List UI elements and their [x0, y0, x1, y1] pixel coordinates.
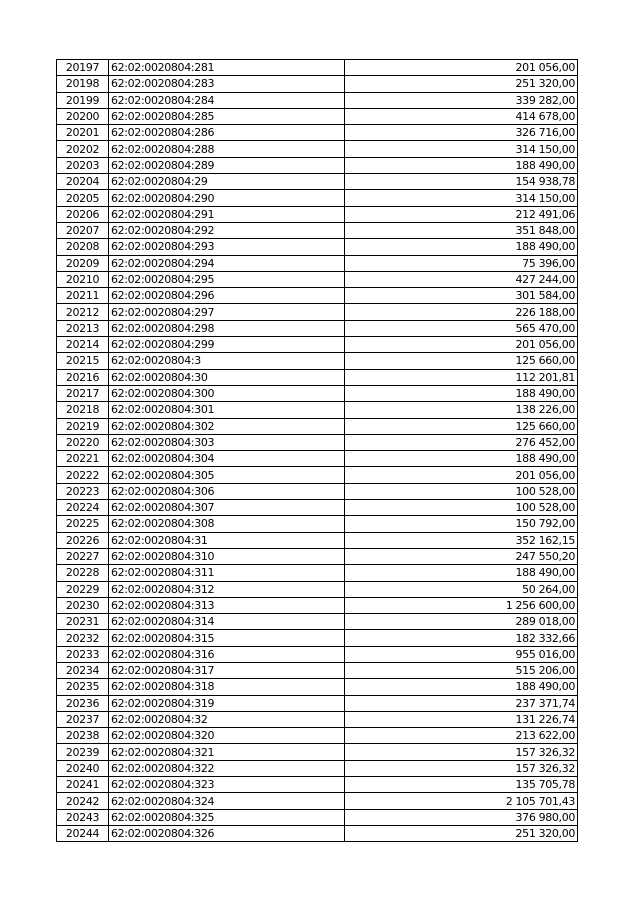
row-number-cell: 20218 [57, 402, 109, 418]
table-row [57, 60, 578, 76]
row-number-cell: 20236 [57, 695, 109, 711]
row-number-cell: 20207 [57, 222, 109, 238]
row-number-cell: 20212 [57, 304, 109, 320]
cadastral-value-cell: 515 206,00 [345, 662, 578, 678]
cadastral-value-cell: 237 371,74 [345, 695, 578, 711]
cadastral-value-cell: 131 226,74 [345, 711, 578, 727]
cadastral-value-cell: 251 320,00 [345, 76, 578, 92]
cadastral-value-cell: 188 490,00 [345, 157, 578, 173]
cadastral-value-cell: 326 716,00 [345, 125, 578, 141]
row-number-cell: 20230 [57, 597, 109, 613]
row-number-cell: 20198 [57, 76, 109, 92]
cadastral-value-cell: 427 244,00 [345, 271, 578, 287]
cadastral-value-cell: 212 491,06 [345, 206, 578, 222]
cadastral-value-cell: 314 150,00 [345, 190, 578, 206]
table-row [57, 337, 578, 353]
table-row [57, 222, 578, 238]
cadastral-number-cell: 62:02:0020804:295 [109, 271, 345, 287]
cadastral-value-cell: 276 452,00 [345, 434, 578, 450]
cadastral-value-cell: 154 938,78 [345, 174, 578, 190]
cadastral-number-cell: 62:02:0020804:291 [109, 206, 345, 222]
row-number-cell: 20223 [57, 483, 109, 499]
cadastral-number-cell: 62:02:0020804:281 [109, 60, 345, 76]
table-row [57, 174, 578, 190]
cadastral-value-cell: 565 470,00 [345, 320, 578, 336]
table-row [57, 206, 578, 222]
table-row [57, 711, 578, 727]
cadastral-number-cell: 62:02:0020804:325 [109, 809, 345, 825]
cadastral-number-cell: 62:02:0020804:306 [109, 483, 345, 499]
cadastral-value-cell: 1 256 600,00 [345, 597, 578, 613]
row-number-cell: 20231 [57, 614, 109, 630]
table-row [57, 646, 578, 662]
cadastral-value-cell: 414 678,00 [345, 108, 578, 124]
cadastral-number-cell: 62:02:0020804:318 [109, 679, 345, 695]
table-row [57, 532, 578, 548]
row-number-cell: 20219 [57, 418, 109, 434]
table-row [57, 581, 578, 597]
row-number-cell: 20202 [57, 141, 109, 157]
table-row [57, 825, 578, 841]
cadastral-value-cell: 112 201,81 [345, 369, 578, 385]
row-number-cell: 20220 [57, 434, 109, 450]
cadastral-number-cell: 62:02:0020804:288 [109, 141, 345, 157]
cadastral-number-cell: 62:02:0020804:314 [109, 614, 345, 630]
table-row [57, 451, 578, 467]
table-row [57, 467, 578, 483]
cadastral-value-cell: 150 792,00 [345, 516, 578, 532]
cadastral-number-cell: 62:02:0020804:293 [109, 239, 345, 255]
row-number-cell: 20229 [57, 581, 109, 597]
table-row [57, 777, 578, 793]
row-number-cell: 20222 [57, 467, 109, 483]
cadastral-number-cell: 62:02:0020804:303 [109, 434, 345, 450]
row-number-cell: 20243 [57, 809, 109, 825]
table-row [57, 320, 578, 336]
row-number-cell: 20215 [57, 353, 109, 369]
cadastral-number-cell: 62:02:0020804:284 [109, 92, 345, 108]
row-number-cell: 20201 [57, 125, 109, 141]
cadastral-number-cell: 62:02:0020804:296 [109, 288, 345, 304]
table-row [57, 630, 578, 646]
cadastral-value-cell: 75 396,00 [345, 255, 578, 271]
cadastral-value-cell: 955 016,00 [345, 646, 578, 662]
cadastral-number-cell: 62:02:0020804:311 [109, 565, 345, 581]
row-number-cell: 20227 [57, 548, 109, 564]
cadastral-number-cell: 62:02:0020804:301 [109, 402, 345, 418]
cadastral-number-cell: 62:02:0020804:323 [109, 777, 345, 793]
table-row [57, 793, 578, 809]
cadastral-value-cell: 188 490,00 [345, 239, 578, 255]
cadastral-value-cell: 188 490,00 [345, 385, 578, 401]
table-row [57, 190, 578, 206]
cadastral-number-cell: 62:02:0020804:308 [109, 516, 345, 532]
table-row [57, 157, 578, 173]
cadastral-value-cell: 251 320,00 [345, 825, 578, 841]
cadastral-value-cell: 138 226,00 [345, 402, 578, 418]
table-row [57, 255, 578, 271]
table-row [57, 516, 578, 532]
cadastral-number-cell: 62:02:0020804:321 [109, 744, 345, 760]
table-row [57, 353, 578, 369]
table-row [57, 760, 578, 776]
cadastral-value-cell: 289 018,00 [345, 614, 578, 630]
table-row [57, 614, 578, 630]
row-number-cell: 20237 [57, 711, 109, 727]
row-number-cell: 20204 [57, 174, 109, 190]
cadastral-value-cell: 157 326,32 [345, 760, 578, 776]
cadastral-value-cell: 100 528,00 [345, 500, 578, 516]
cadastral-value-cell: 125 660,00 [345, 418, 578, 434]
cadastral-value-cell: 50 264,00 [345, 581, 578, 597]
cadastral-value-table [56, 59, 578, 842]
cadastral-value-cell: 352 162,15 [345, 532, 578, 548]
table-body [57, 60, 578, 842]
row-number-cell: 20200 [57, 108, 109, 124]
cadastral-number-cell: 62:02:0020804:31 [109, 532, 345, 548]
cadastral-number-cell: 62:02:0020804:32 [109, 711, 345, 727]
cadastral-value-cell: 213 622,00 [345, 728, 578, 744]
row-number-cell: 20221 [57, 451, 109, 467]
table-row [57, 483, 578, 499]
row-number-cell: 20235 [57, 679, 109, 695]
cadastral-number-cell: 62:02:0020804:286 [109, 125, 345, 141]
cadastral-number-cell: 62:02:0020804:317 [109, 662, 345, 678]
row-number-cell: 20209 [57, 255, 109, 271]
row-number-cell: 20206 [57, 206, 109, 222]
cadastral-value-cell: 201 056,00 [345, 467, 578, 483]
cadastral-value-cell: 125 660,00 [345, 353, 578, 369]
cadastral-number-cell: 62:02:0020804:300 [109, 385, 345, 401]
table-row [57, 728, 578, 744]
table-row [57, 565, 578, 581]
table-row [57, 271, 578, 287]
table-row [57, 141, 578, 157]
cadastral-value-cell: 201 056,00 [345, 337, 578, 353]
row-number-cell: 20217 [57, 385, 109, 401]
row-number-cell: 20232 [57, 630, 109, 646]
cadastral-number-cell: 62:02:0020804:326 [109, 825, 345, 841]
row-number-cell: 20203 [57, 157, 109, 173]
cadastral-number-cell: 62:02:0020804:305 [109, 467, 345, 483]
cadastral-value-cell: 247 550,20 [345, 548, 578, 564]
cadastral-number-cell: 62:02:0020804:297 [109, 304, 345, 320]
table-row [57, 744, 578, 760]
cadastral-number-cell: 62:02:0020804:310 [109, 548, 345, 564]
table-row [57, 125, 578, 141]
cadastral-number-cell: 62:02:0020804:299 [109, 337, 345, 353]
table-row [57, 385, 578, 401]
cadastral-number-cell: 62:02:0020804:289 [109, 157, 345, 173]
row-number-cell: 20208 [57, 239, 109, 255]
row-number-cell: 20205 [57, 190, 109, 206]
cadastral-number-cell: 62:02:0020804:319 [109, 695, 345, 711]
cadastral-number-cell: 62:02:0020804:294 [109, 255, 345, 271]
cadastral-value-cell: 188 490,00 [345, 679, 578, 695]
cadastral-value-cell: 201 056,00 [345, 60, 578, 76]
row-number-cell: 20241 [57, 777, 109, 793]
row-number-cell: 20216 [57, 369, 109, 385]
row-number-cell: 20197 [57, 60, 109, 76]
row-number-cell: 20210 [57, 271, 109, 287]
cadastral-number-cell: 62:02:0020804:322 [109, 760, 345, 776]
table-row [57, 434, 578, 450]
table-row [57, 809, 578, 825]
cadastral-value-cell: 339 282,00 [345, 92, 578, 108]
row-number-cell: 20234 [57, 662, 109, 678]
cadastral-value-cell: 301 584,00 [345, 288, 578, 304]
table-row [57, 402, 578, 418]
row-number-cell: 20242 [57, 793, 109, 809]
row-number-cell: 20233 [57, 646, 109, 662]
table-row [57, 304, 578, 320]
table-row [57, 288, 578, 304]
table-row [57, 695, 578, 711]
cadastral-value-cell: 100 528,00 [345, 483, 578, 499]
row-number-cell: 20224 [57, 500, 109, 516]
cadastral-value-cell: 188 490,00 [345, 565, 578, 581]
cadastral-number-cell: 62:02:0020804:320 [109, 728, 345, 744]
cadastral-value-cell: 226 188,00 [345, 304, 578, 320]
cadastral-value-cell: 2 105 701,43 [345, 793, 578, 809]
cadastral-number-cell: 62:02:0020804:285 [109, 108, 345, 124]
table-row [57, 76, 578, 92]
row-number-cell: 20228 [57, 565, 109, 581]
table-row [57, 418, 578, 434]
row-number-cell: 20214 [57, 337, 109, 353]
cadastral-value-cell: 314 150,00 [345, 141, 578, 157]
cadastral-value-cell: 157 326,32 [345, 744, 578, 760]
row-number-cell: 20226 [57, 532, 109, 548]
cadastral-number-cell: 62:02:0020804:312 [109, 581, 345, 597]
table-row [57, 239, 578, 255]
table-row [57, 679, 578, 695]
table-row [57, 548, 578, 564]
row-number-cell: 20240 [57, 760, 109, 776]
cadastral-number-cell: 62:02:0020804:313 [109, 597, 345, 613]
cadastral-number-cell: 62:02:0020804:290 [109, 190, 345, 206]
table-row [57, 597, 578, 613]
cadastral-value-cell: 351 848,00 [345, 222, 578, 238]
row-number-cell: 20238 [57, 728, 109, 744]
cadastral-number-cell: 62:02:0020804:316 [109, 646, 345, 662]
row-number-cell: 20199 [57, 92, 109, 108]
row-number-cell: 20211 [57, 288, 109, 304]
cadastral-number-cell: 62:02:0020804:292 [109, 222, 345, 238]
cadastral-number-cell: 62:02:0020804:30 [109, 369, 345, 385]
row-number-cell: 20244 [57, 825, 109, 841]
row-number-cell: 20225 [57, 516, 109, 532]
cadastral-number-cell: 62:02:0020804:324 [109, 793, 345, 809]
table-row [57, 500, 578, 516]
cadastral-number-cell: 62:02:0020804:298 [109, 320, 345, 336]
cadastral-number-cell: 62:02:0020804:307 [109, 500, 345, 516]
cadastral-value-cell: 376 980,00 [345, 809, 578, 825]
cadastral-value-cell: 182 332,66 [345, 630, 578, 646]
row-number-cell: 20213 [57, 320, 109, 336]
cadastral-number-cell: 62:02:0020804:302 [109, 418, 345, 434]
cadastral-number-cell: 62:02:0020804:29 [109, 174, 345, 190]
table-row [57, 108, 578, 124]
cadastral-number-cell: 62:02:0020804:283 [109, 76, 345, 92]
table-row [57, 662, 578, 678]
table-row [57, 92, 578, 108]
cadastral-number-cell: 62:02:0020804:3 [109, 353, 345, 369]
cadastral-number-cell: 62:02:0020804:315 [109, 630, 345, 646]
row-number-cell: 20239 [57, 744, 109, 760]
cadastral-number-cell: 62:02:0020804:304 [109, 451, 345, 467]
cadastral-value-cell: 135 705,78 [345, 777, 578, 793]
table-row [57, 369, 578, 385]
cadastral-value-cell: 188 490,00 [345, 451, 578, 467]
